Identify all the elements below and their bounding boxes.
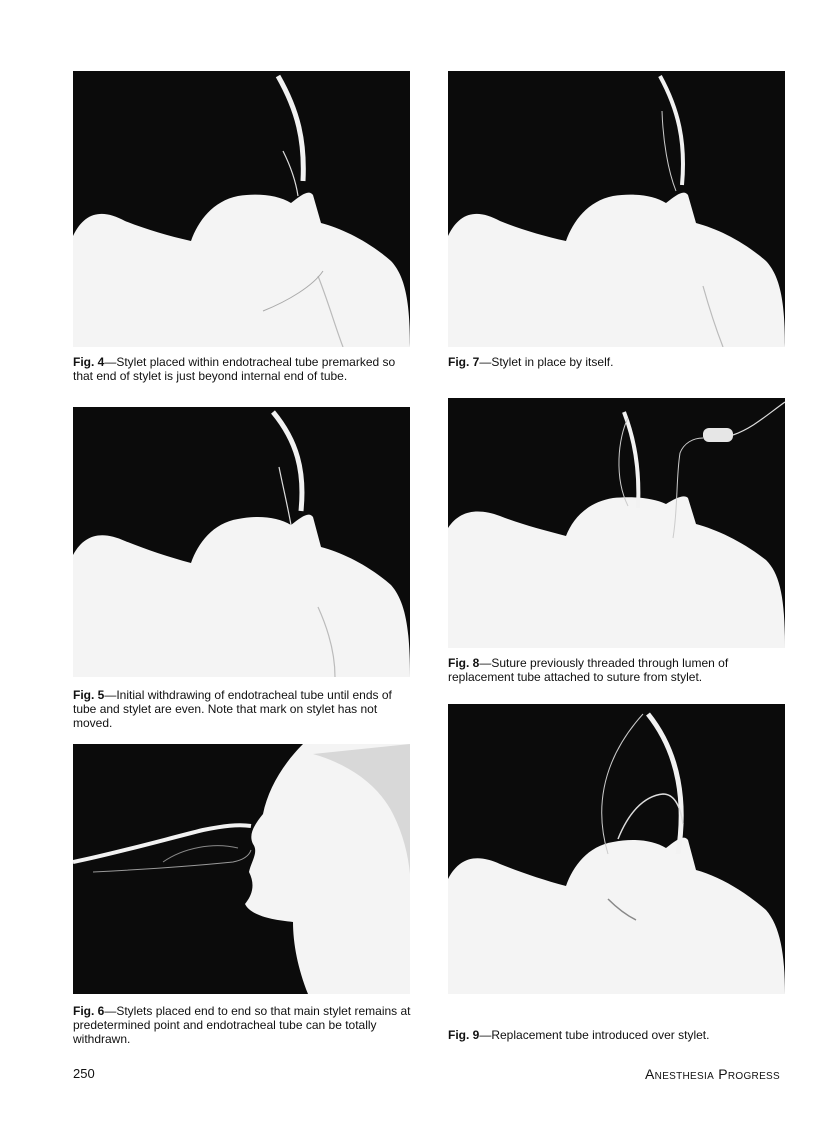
figure-6-photo [73,744,410,994]
figure-9-caption [448,1028,788,1042]
figure-6-text: —Stylets placed end to end so that main stylet remains at predetermined point and endotracheal tube can be totally withdrawn. [73,1004,411,1046]
figure-5-photo [73,407,410,677]
figure-8-text: —Suture previously threaded through lumen of replacement tube attached to suture from stylet. [448,656,729,684]
page-number: 250 [73,1066,95,1081]
figure-9-label: Fig. 9 [448,1028,480,1042]
figure-9-text: —Replacement tube introduced over stylet. [479,1028,710,1042]
figure-5-text: —Initial withdrawing of endotracheal tube until ends of tube and stylet are even. Note that mark on stylet has not moved. [73,688,392,730]
figure-4-caption [73,355,413,383]
figure-7-photo [448,71,785,347]
figure-6-caption [73,1004,413,1046]
journal-name: Anesthesia Progress [645,1066,780,1082]
figure-6-label: Fig. 6 [73,1004,105,1018]
figure-7-caption [448,355,788,369]
figure-7-label: Fig. 7 [448,355,480,369]
figure-9-photo [448,704,785,994]
figure-8-label: Fig. 8 [448,656,480,670]
figure-5-label: Fig. 5 [73,688,105,702]
figure-8-photo [448,398,785,648]
figure-7-text: —Stylet in place by itself. [479,355,614,369]
figure-4-text: —Stylet placed within endotracheal tube premarked so that end of stylet is just beyond internal end of tube. [73,355,396,383]
figure-4-photo [73,71,410,347]
figure-4-label: Fig. 4 [73,355,105,369]
figure-5-caption [73,688,413,730]
figure-8-caption [448,656,788,684]
